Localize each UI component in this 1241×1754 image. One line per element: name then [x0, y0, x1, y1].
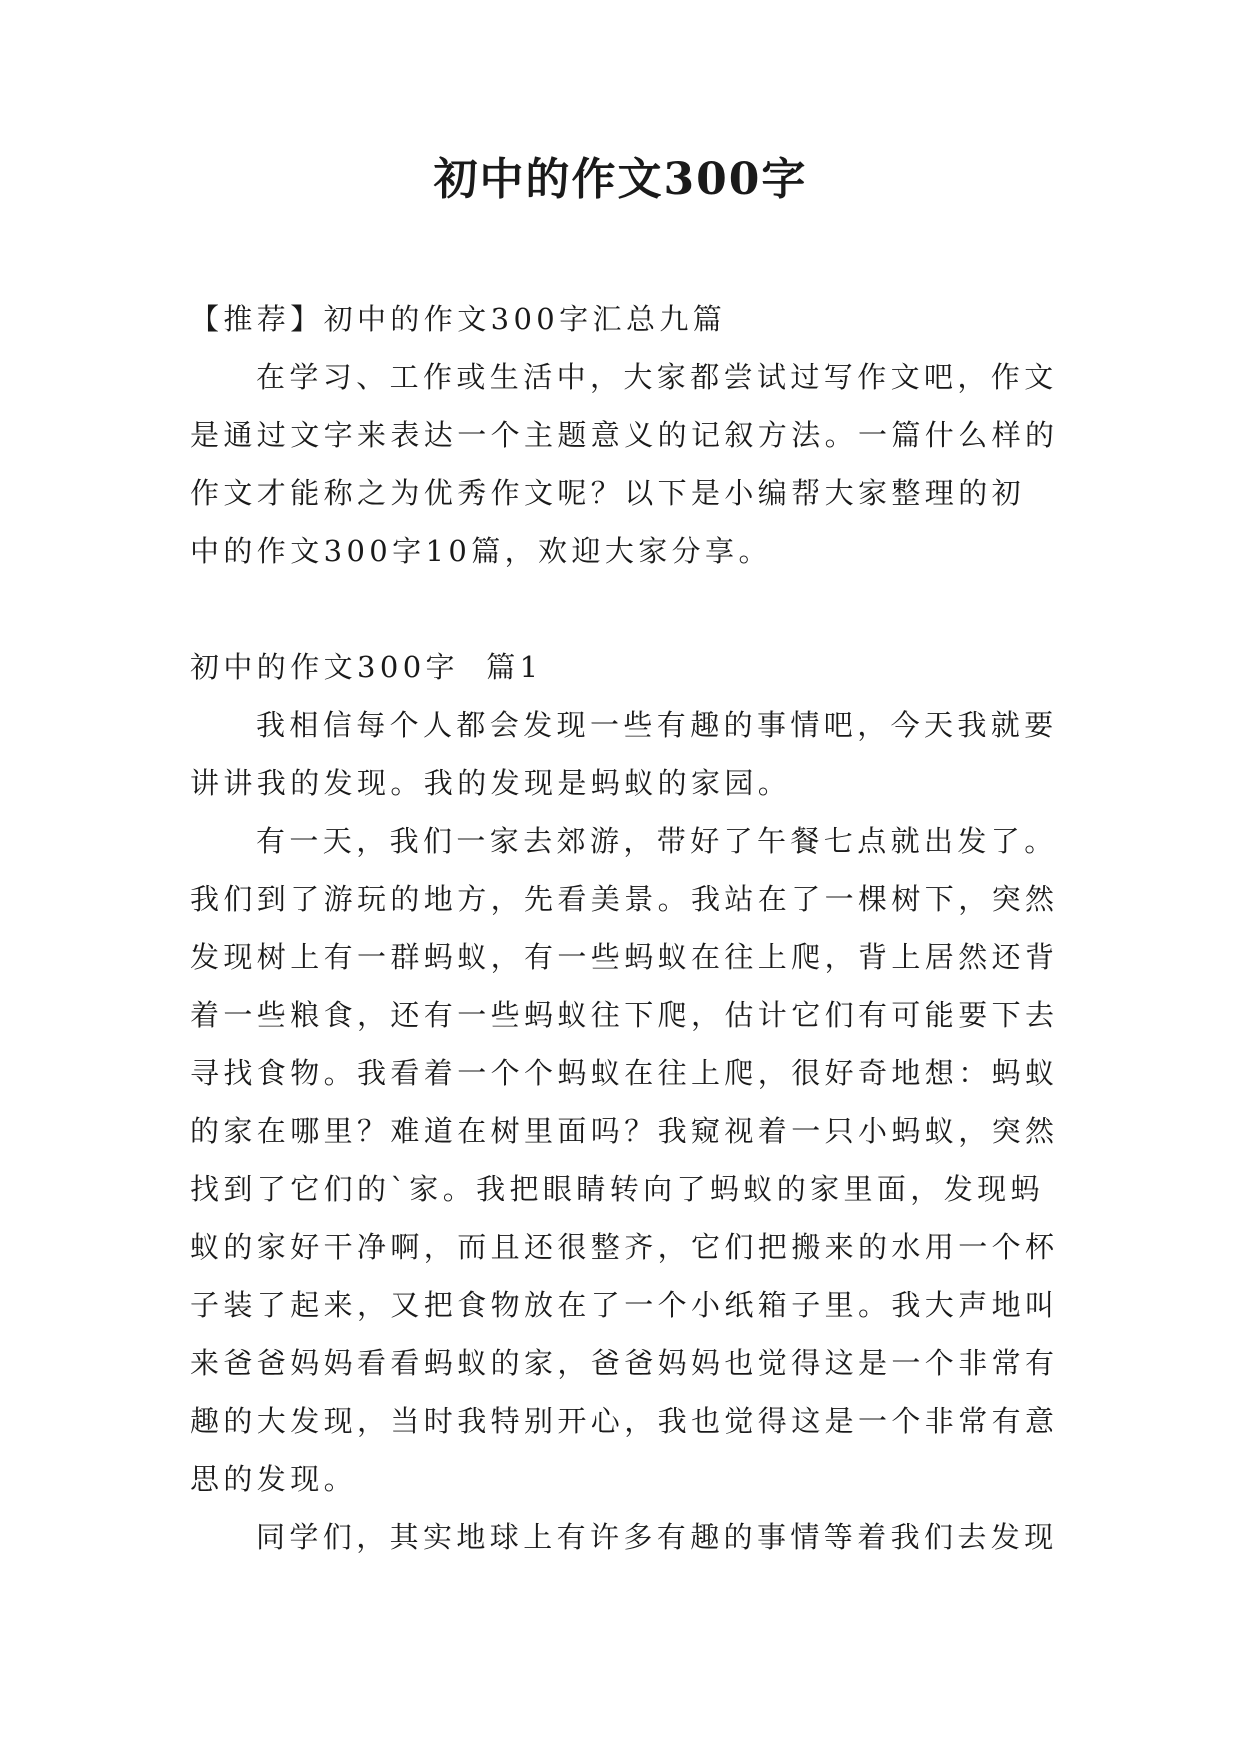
paragraph-line: 我们到了游玩的地方，先看美景。我站在了一棵树下，突然 — [190, 882, 1059, 916]
subtitle: 【推荐】初中的作文300字汇总九篇 — [190, 302, 727, 336]
intro-paragraph — [190, 348, 1059, 580]
document-body — [190, 290, 1059, 1566]
intro-line: 在学习、工作或生活中，大家都尝试过写作文吧，作文 — [256, 360, 1058, 394]
paragraph-line: 着一些粮食，还有一些蚂蚁往下爬，估计它们有可能要下去 — [190, 998, 1059, 1032]
paragraph-line: 同学们，其实地球上有许多有趣的事情等着我们去发现 — [256, 1520, 1058, 1554]
page-title: 初中的作文300字 — [433, 154, 808, 205]
paragraph-3 — [190, 1508, 1058, 1566]
paragraph-line: 讲讲我的发现。我的发现是蚂蚁的家园。 — [190, 766, 792, 800]
paragraph-line: 蚁的家好干净啊，而且还很整齐，它们把搬来的水用一个杯 — [190, 1230, 1059, 1264]
paragraph-line: 寻找食物。我看着一个个蚂蚁在往上爬，很好奇地想：蚂蚁 — [190, 1056, 1059, 1090]
paragraph-line: 有一天，我们一家去郊游，带好了午餐七点就出发了。 — [256, 824, 1058, 858]
paragraph-line: 思的发现。 — [190, 1462, 358, 1496]
paragraph-2 — [190, 812, 1059, 1508]
paragraph-line: 找到了它们的`家。我把眼睛转向了蚂蚁的家里面，发现蚂 — [190, 1172, 1044, 1206]
paragraph-line: 发现树上有一群蚂蚁，有一些蚂蚁在往上爬，背上居然还背 — [190, 940, 1059, 974]
intro-line: 是通过文字来表达一个主题意义的记叙方法。一篇什么样的 — [190, 418, 1059, 452]
paragraph-line: 来爸爸妈妈看看蚂蚁的家，爸爸妈妈也觉得这是一个非常有 — [190, 1346, 1059, 1380]
paragraph-line: 我相信每个人都会发现一些有趣的事情吧，今天我就要 — [256, 708, 1058, 742]
paragraph-line: 的家在哪里？难道在树里面吗？我窥视着一只小蚂蚁，突然 — [190, 1114, 1059, 1148]
section-heading: 初中的作文300字 篇1 — [190, 650, 543, 684]
paragraph-1 — [190, 696, 1058, 812]
intro-line: 作文才能称之为优秀作文呢？以下是小编帮大家整理的初 — [190, 476, 1026, 510]
intro-line: 中的作文300字10篇，欢迎大家分享。 — [190, 534, 772, 568]
paragraph-line: 子装了起来，又把食物放在了一个小纸箱子里。我大声地叫 — [190, 1288, 1059, 1322]
paragraph-gap — [190, 580, 1052, 638]
paragraph-line: 趣的大发现，当时我特别开心，我也觉得这是一个非常有意 — [190, 1404, 1059, 1438]
